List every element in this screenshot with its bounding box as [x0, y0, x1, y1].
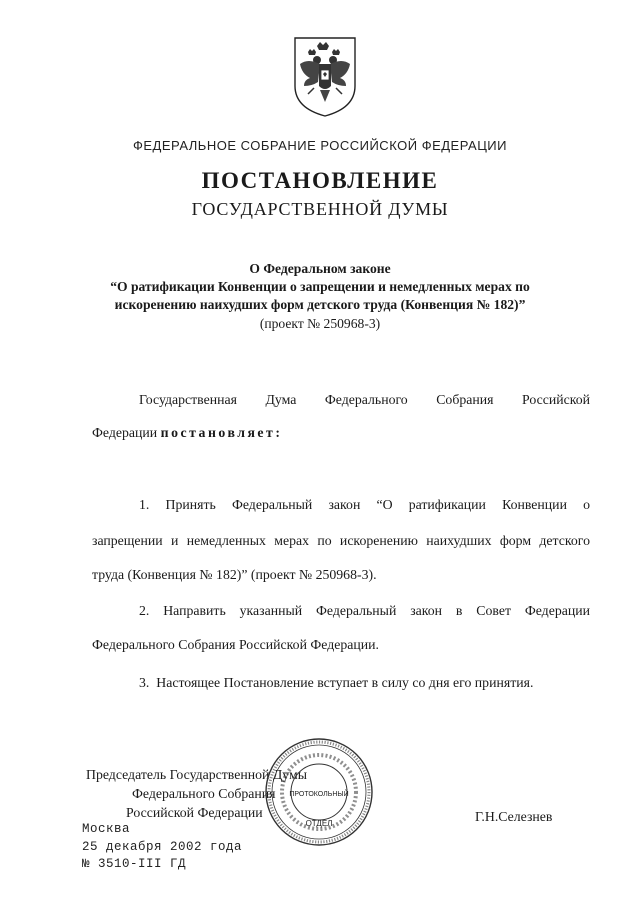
stamp-number: № 3510-III ГД — [82, 857, 187, 871]
document-type-title: ПОСТАНОВЛЕНИЕ — [201, 168, 439, 193]
item-1-line-1 — [139, 497, 590, 513]
item-word: закон — [328, 497, 361, 512]
item-word: Федерации — [524, 603, 591, 618]
stamp-place: Москва — [82, 822, 131, 836]
item-word: в — [455, 603, 463, 618]
organization-heading: ФЕДЕРАЛЬНОЕ СОБРАНИЕ РОССИЙСКОЙ ФЕДЕРАЦИИ — [132, 138, 507, 153]
signer-name: Г.Н.Селезнев — [475, 809, 553, 824]
item-1-line-3: труда (Конвенция № 182)” (проект № 250968-3). — [92, 567, 377, 582]
subject-project-number: (проект № 250968-3) — [259, 316, 381, 331]
item-1-line-2: запрещении и немедленных мерах по искоренению наихудших форм детского — [92, 533, 590, 548]
item-word: Направить — [163, 603, 226, 618]
item-word: о — [583, 497, 591, 512]
preamble-word: Дума — [265, 392, 297, 407]
item-word: Федеральный — [315, 603, 397, 618]
item-3-line-1: 3. Настоящее Постановление вступает в силу со дня его принятия. — [139, 675, 534, 690]
item-word: Принять — [165, 497, 216, 512]
item-2-line-1 — [139, 603, 590, 619]
signature-title-line-2: Федерального Собрания — [132, 786, 276, 801]
signature-title-line-1: Председатель Государственной Думы — [86, 767, 307, 782]
signature-title-line-3: Российской Федерации — [126, 805, 263, 820]
item-word: Конвенции — [502, 497, 567, 512]
item-word: закон — [410, 603, 443, 618]
russian-coat-of-arms-icon — [290, 34, 360, 118]
preamble-word: Собрания — [436, 392, 494, 407]
seal-center-text-1: ПРОТОКОЛЬНЫЙ — [289, 791, 349, 798]
preamble-prefix: Федерации — [92, 425, 158, 440]
item-word: Федеральный — [231, 497, 313, 512]
preamble-word: Российской — [522, 392, 590, 407]
item-word: 2. — [139, 603, 150, 618]
preamble-resolves: постановляет: — [160, 425, 283, 440]
stamp-date: 25 декабря 2002 года — [82, 840, 243, 854]
item-word: указанный — [239, 603, 303, 618]
item-word: 1. — [139, 497, 150, 512]
item-word: ратификации — [408, 497, 486, 512]
round-seal-icon — [263, 736, 375, 848]
item-2-line-2: Федерального Собрания Российской Федерации. — [92, 637, 380, 652]
preamble-line-2 — [92, 425, 282, 441]
subject-line-3: искоренению наихудших форм детского труда (Конвенция № 182)” — [114, 297, 526, 312]
subject-line-1: О Федеральном законе — [249, 261, 391, 276]
preamble-word: Государственная — [139, 392, 237, 407]
preamble-word: Федерального — [324, 392, 408, 407]
item-word: “О — [376, 497, 393, 512]
seal-center-text-2: ОТДЕЛ — [305, 819, 333, 828]
item-word: Совет — [476, 603, 511, 618]
subject-line-2: “О ратификации Конвенции о запрещении и немедленных мерах по — [110, 279, 530, 294]
preamble-line-1 — [139, 392, 590, 408]
document-issuer-title: ГОСУДАРСТВЕННОЙ ДУМЫ — [191, 199, 449, 219]
